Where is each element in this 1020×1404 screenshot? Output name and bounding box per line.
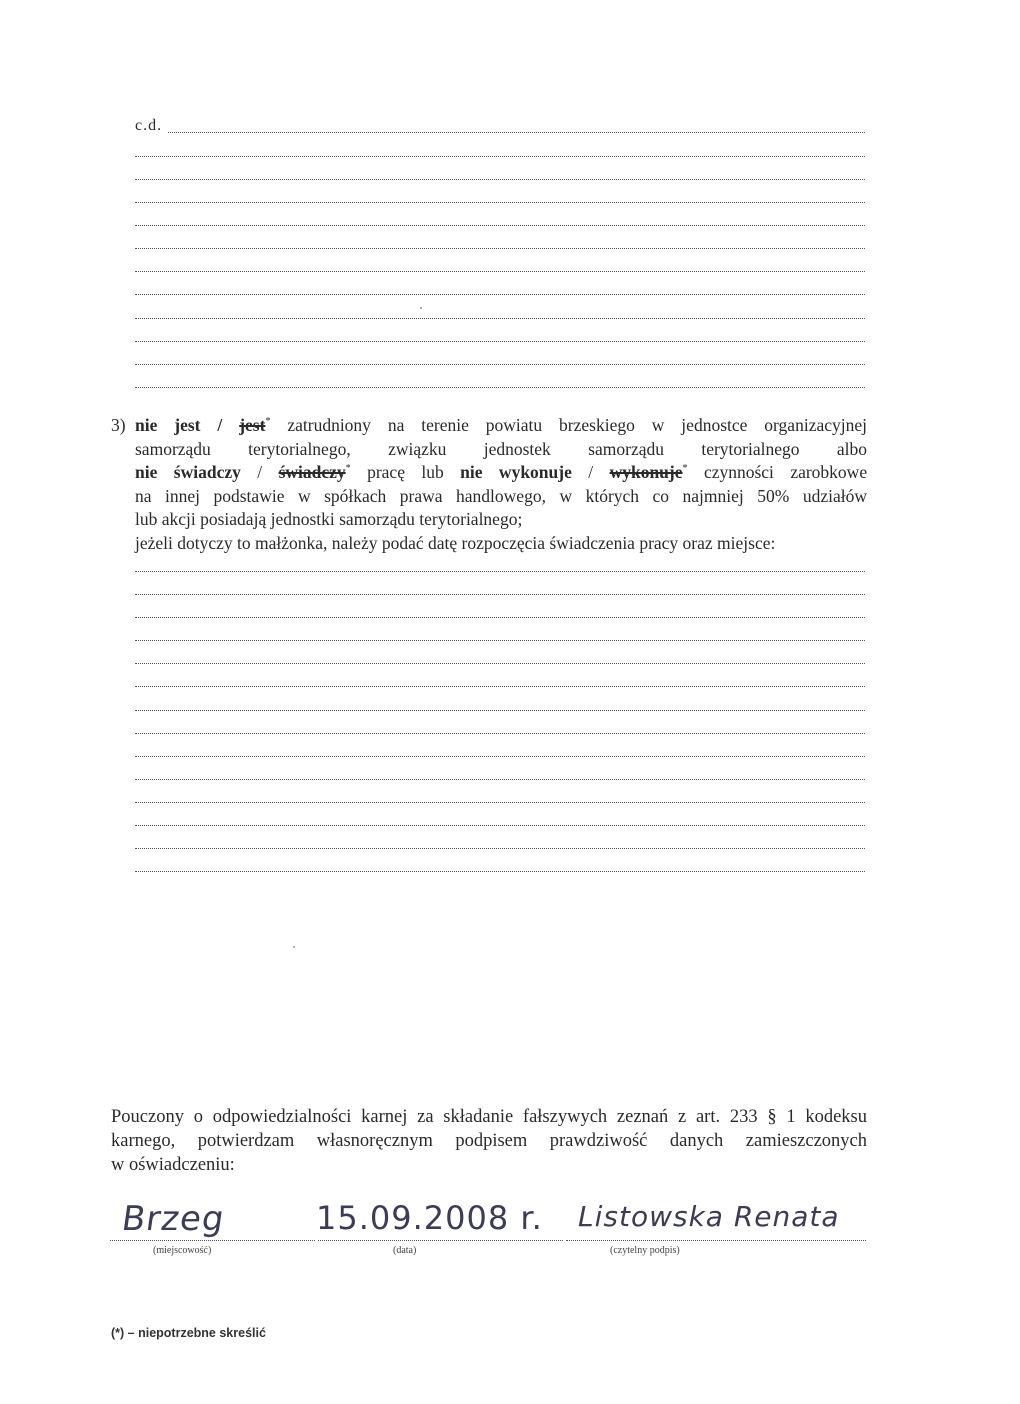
slash: / [217, 415, 223, 435]
dotted-line [135, 202, 865, 203]
dotted-line [135, 156, 865, 157]
dotted-line [135, 225, 865, 226]
option-wykonuje-struck: wykonuje [609, 462, 683, 482]
text-czynnosci: czynności zarobkowe [703, 462, 868, 482]
dotted-line [135, 640, 865, 641]
dotted-line [135, 802, 865, 803]
section-3-line-2: samorządu terytorialnego, związku jednostek samorządu terytorialnego albo [135, 438, 867, 459]
signature-line [566, 1240, 866, 1241]
section-3-line-1 [135, 414, 867, 438]
dotted-line [135, 341, 865, 342]
section-3-line-3 [135, 461, 867, 485]
dotted-line [135, 132, 865, 133]
dotted-line [135, 364, 865, 365]
date-line [318, 1240, 563, 1241]
section-3-line-6: jeżeli dotyczy to małżonka, należy podać datę rozpoczęcia świadczenia pracy oraz miejsce: [135, 532, 776, 553]
liability-line-1: Pouczony o odpowiedzialności karnej za składanie fałszywych zeznań z art. 233 § 1 kodeksu [111, 1107, 867, 1127]
option-nie-swiadczy: nie świadczy [135, 462, 241, 482]
dotted-line [135, 825, 865, 826]
date-caption: (data) [393, 1245, 417, 1256]
place-handwritten: Brzeg [119, 1199, 228, 1239]
dotted-line [135, 710, 865, 711]
date-handwritten: 15.09.2008 r. [316, 1199, 543, 1237]
option-nie-jest: nie jest [135, 415, 201, 435]
dotted-line [135, 248, 865, 249]
dotted-line [135, 571, 865, 572]
place-line [110, 1240, 315, 1241]
section-3-line-5: lub akcji posiadają jednostki samorządu terytorialnego; [135, 509, 523, 529]
section-3-line-4: na innej podstawie w spółkach prawa handlowego, w których co najmniej 50% udziałów [135, 485, 867, 506]
dotted-line [135, 779, 865, 780]
dotted-line [135, 617, 865, 618]
dotted-line [135, 756, 865, 757]
text-zatrudniony: zatrudniony na terenie powiatu brzeskiego w jednostce organizacyjnej [287, 415, 867, 435]
text-prace: pracę lub [367, 462, 444, 482]
dotted-line [135, 594, 865, 595]
slash: / [588, 462, 594, 482]
section-3 [111, 414, 867, 555]
asterisk: * [682, 463, 688, 475]
dotted-line [135, 733, 865, 734]
dotted-line [135, 271, 865, 272]
dotted-line [135, 318, 865, 319]
scan-speck [293, 946, 295, 948]
section-3-text [135, 414, 867, 555]
place-caption: (miejscowość) [153, 1245, 212, 1256]
slash: / [257, 462, 263, 482]
liability-line-2: karnego, potwierdzam własnoręcznym podpisem prawdziwość danych zamieszczonych [111, 1131, 867, 1151]
dotted-line [135, 387, 865, 388]
dotted-line [135, 663, 865, 664]
signature-handwritten: Listowska Renata [578, 1200, 840, 1233]
dotted-line [135, 848, 865, 849]
dotted-line [135, 294, 865, 295]
dotted-line [135, 686, 865, 687]
dotted-line [135, 179, 865, 180]
signature-caption: (czytelny podpis) [610, 1245, 680, 1256]
continuation-label: c.d. [135, 117, 168, 135]
option-nie-wykonuje: nie wykonuje [460, 462, 572, 482]
option-jest-struck: jest [239, 415, 266, 435]
asterisk: * [345, 463, 351, 475]
liability-line-3: w oświadczeniu: [111, 1155, 235, 1175]
dotted-line [135, 871, 865, 872]
scan-speck [420, 307, 422, 309]
section-number: 3) [111, 415, 126, 435]
asterisk: * [265, 416, 271, 428]
footnote: (*) – niepotrzebne skreślić [111, 1326, 266, 1340]
liability-statement [111, 1105, 867, 1177]
option-swiadczy-struck: świadczy [278, 462, 346, 482]
